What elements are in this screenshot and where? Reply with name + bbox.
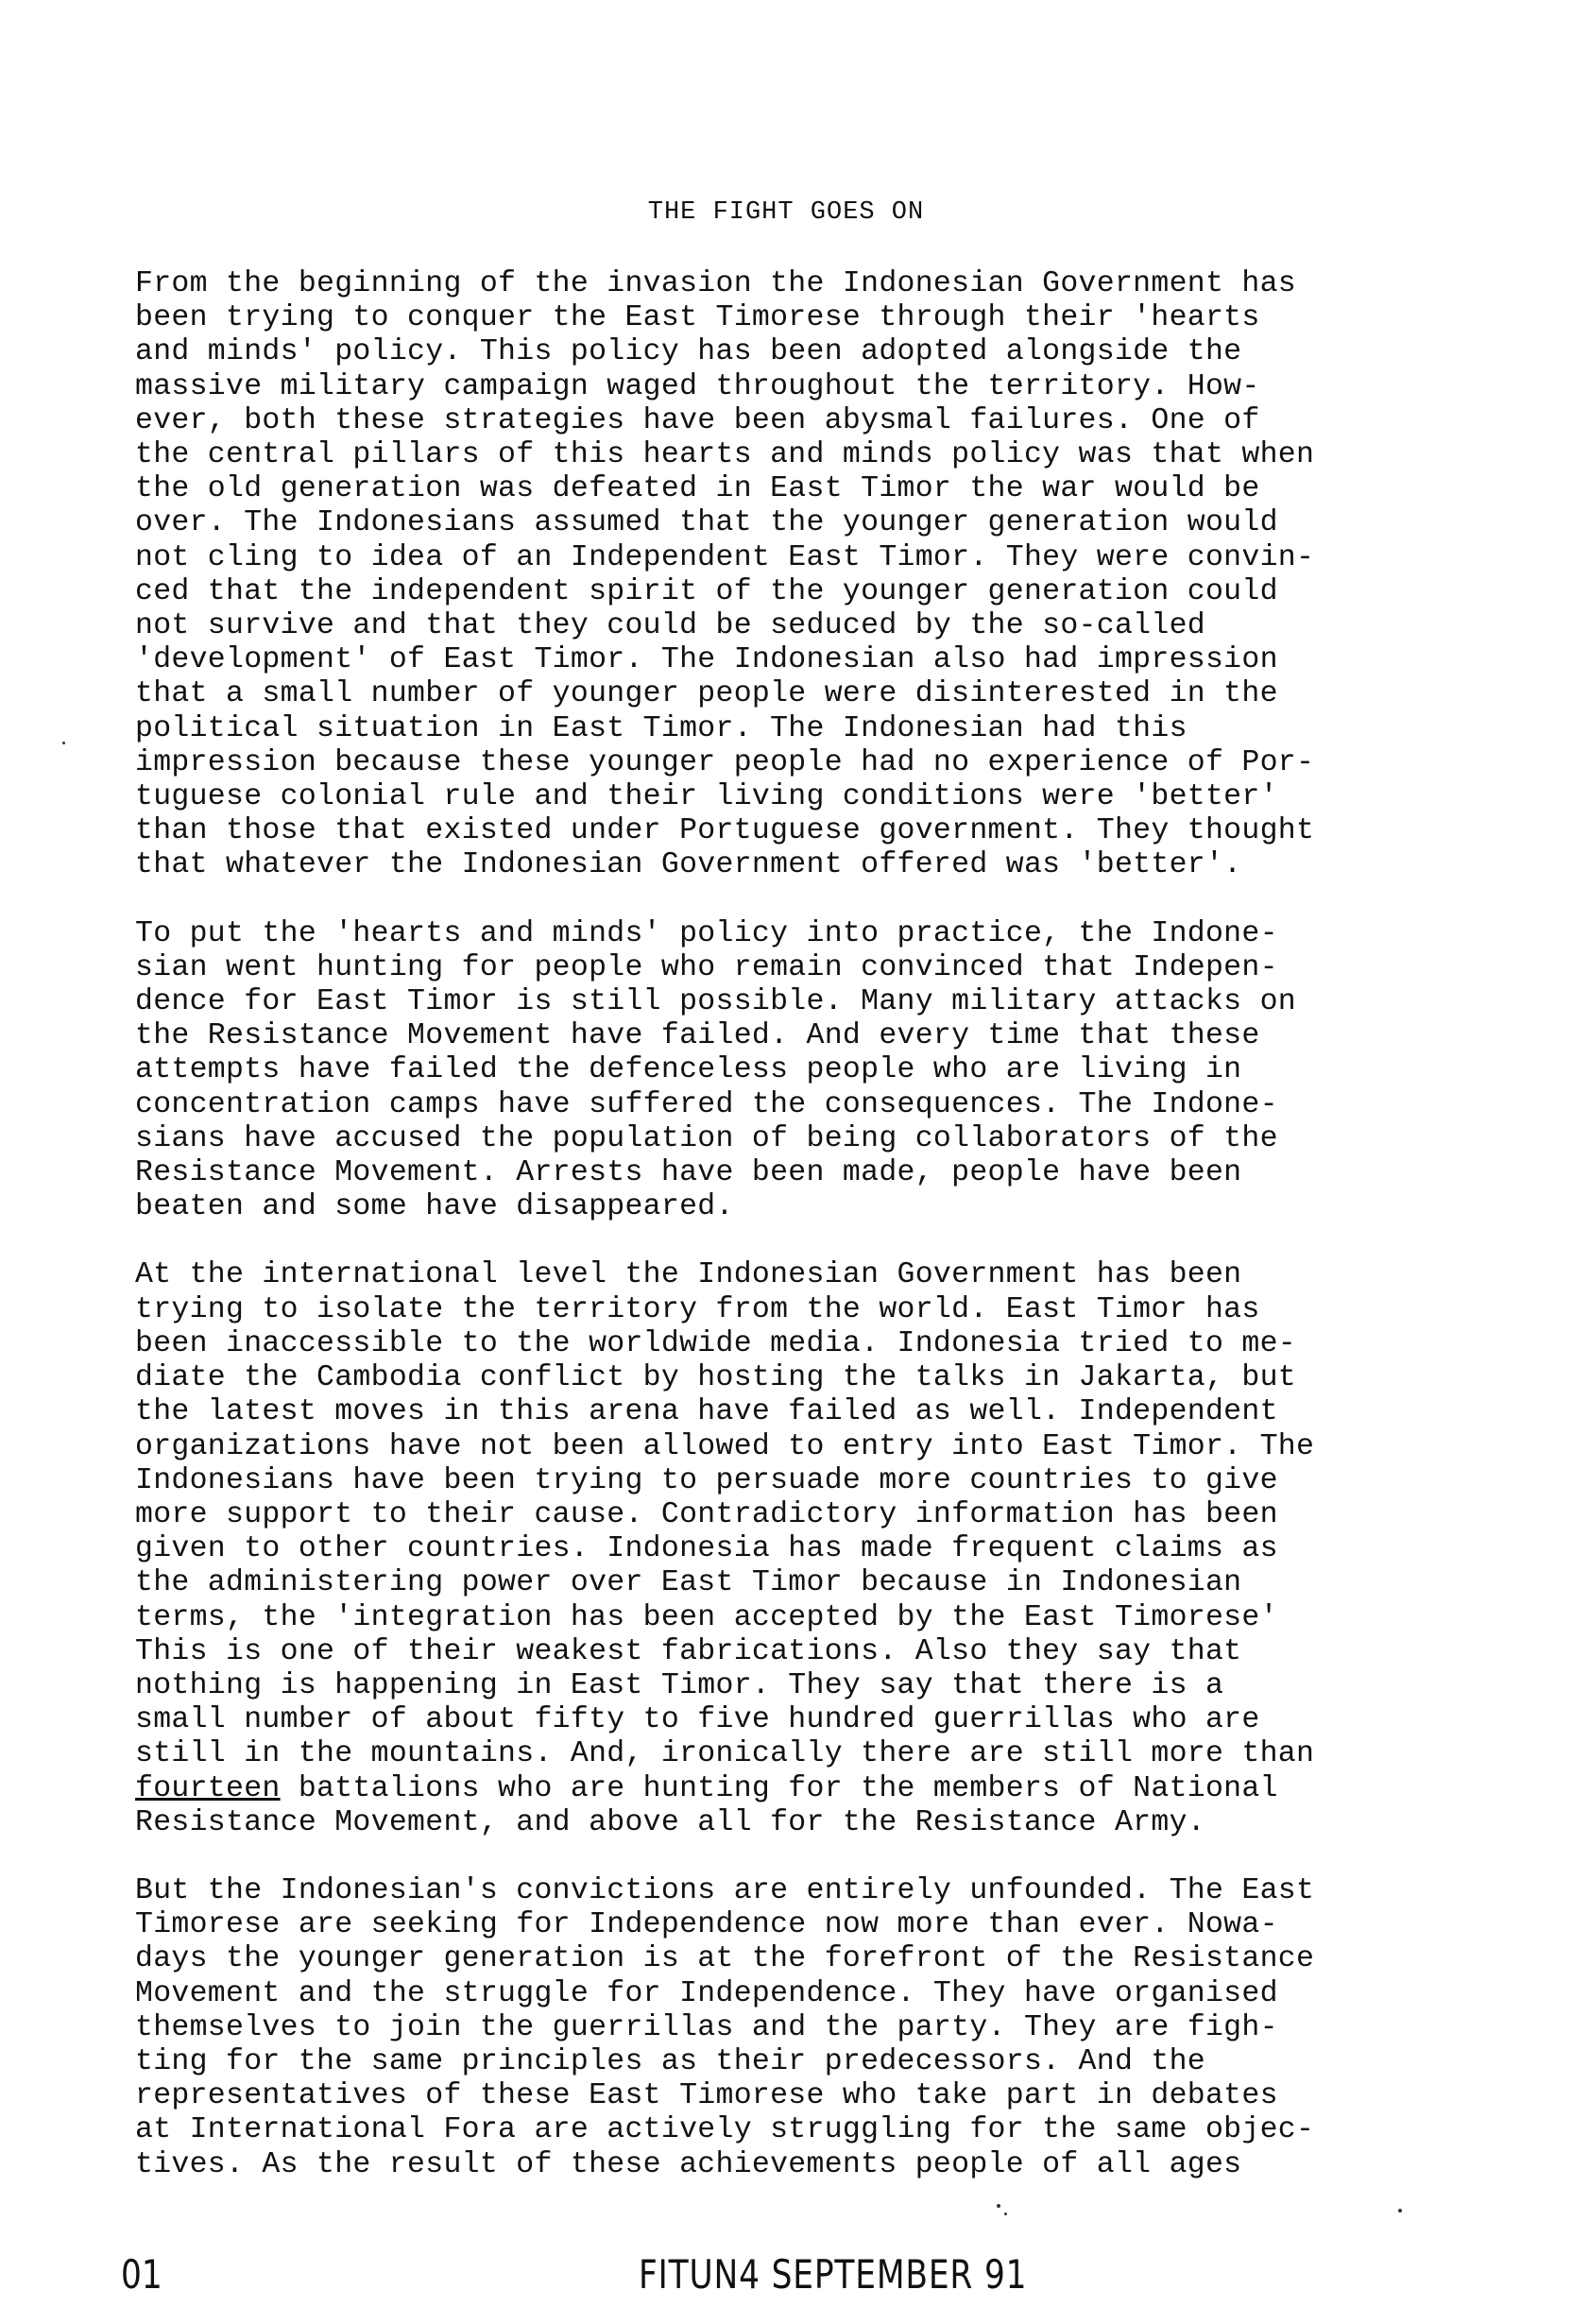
scan-speck <box>1004 2213 1007 2215</box>
text-line: days the younger generation is at the forefront of the Resistance <box>135 1942 1315 1976</box>
text-line: the Resistance Movement have failed. And every time that these <box>135 1019 1260 1053</box>
paragraph-4 <box>135 1874 1420 2182</box>
text-line: over. The Indonesians assumed that the younger generation would <box>135 506 1278 540</box>
article-body <box>135 267 1420 2216</box>
text-line: ever, both these strategies have been abysmal failures. One of <box>135 403 1260 437</box>
text-line: sians have accused the population of being collaborators of the <box>135 1121 1278 1155</box>
text-line: the old generation was defeated in East Timor the war would be <box>135 472 1260 506</box>
text-line: not survive and that they could be seduced by the so-called <box>135 609 1205 643</box>
text-line: than those that existed under Portuguese government. They thought <box>135 814 1315 848</box>
text-line: more support to their cause. Contradictory information has been <box>135 1497 1278 1531</box>
text-line: small number of about fifty to five hundred guerrillas who are <box>135 1703 1260 1737</box>
text-line: dence for East Timor is still possible. Many military attacks on <box>135 985 1296 1019</box>
page-number: 01 <box>121 2251 162 2298</box>
scan-speck <box>62 742 65 744</box>
text-line: Resistance Movement. Arrests have been made, people have been <box>135 1156 1242 1190</box>
text-line: attempts have failed the defenceless people who are living in <box>135 1053 1242 1087</box>
text-line: the latest moves in this arena have failed as well. Independent <box>135 1395 1278 1429</box>
text-line: At the international level the Indonesian Government has been <box>135 1258 1242 1292</box>
scan-speck <box>997 2204 1000 2208</box>
text-line: sian went hunting for people who remain convinced that Indepen- <box>135 950 1278 984</box>
text-line: This is one of their weakest fabrications. Also they say that <box>135 1634 1242 1668</box>
text-line: But the Indonesian's convictions are entirely unfounded. The East <box>135 1873 1315 1907</box>
text-line: Movement and the struggle for Independence. They have organised <box>135 1976 1278 2010</box>
text-line: been inaccessible to the worldwide media. Indonesia tried to me- <box>135 1326 1296 1360</box>
text-line: nothing is happening in East Timor. They say that there is a <box>135 1668 1224 1702</box>
text-line: political situation in East Timor. The Indonesian had this <box>135 711 1188 745</box>
underlined-word: fourteen <box>135 1771 281 1805</box>
text-line: ting for the same principles as their predecessors. And the <box>135 2044 1205 2078</box>
text-line: 'development' of East Timor. The Indonesian also had impression <box>135 643 1278 677</box>
paragraph-2 <box>135 917 1420 1225</box>
text-line: themselves to join the guerrillas and the party. They are figh- <box>135 2010 1278 2044</box>
text-line: representatives of these East Timorese who take part in debates <box>135 2079 1278 2113</box>
text-line: tuguese colonial rule and their living conditions were 'better' <box>135 780 1278 814</box>
text-line: that whatever the Indonesian Government offered was 'better'. <box>135 848 1242 882</box>
paragraph-3 <box>135 1258 1420 1839</box>
paragraph-1 <box>135 267 1420 883</box>
text-line: impression because these younger people had no experience of Por- <box>135 745 1315 779</box>
text-line: still in the mountains. And, ironically there are still more than <box>135 1737 1315 1771</box>
text-line: trying to isolate the territory from the world. East Timor has <box>135 1292 1260 1326</box>
text-line: Indonesians have been trying to persuade more countries to give <box>135 1463 1278 1497</box>
text-line: concentration camps have suffered the consequences. The Indone- <box>135 1087 1278 1121</box>
text-line: Resistance Movement, and above all for the Resistance Army. <box>135 1805 1205 1839</box>
text-line: beaten and some have disappeared. <box>135 1190 734 1224</box>
text-line: given to other countries. Indonesia has made frequent claims as <box>135 1532 1278 1566</box>
text-line: tives. As the result of these achievements people of all ages <box>135 2147 1242 2181</box>
scan-speck <box>1398 2209 1402 2213</box>
text-line: not cling to idea of an Independent East Timor. They were convin- <box>135 540 1315 574</box>
text-line: ced that the independent spirit of the younger generation could <box>135 574 1278 608</box>
text-line: been trying to conquer the East Timorese through their 'hearts <box>135 301 1260 335</box>
text-line: Timorese are seeking for Independence now more than ever. Nowa- <box>135 1908 1278 1942</box>
text-line: From the beginning of the invasion the Indonesian Government has <box>135 267 1296 300</box>
publication-footer: FITUN4 SEPTEMBER 91 <box>639 2251 1028 2298</box>
text-line: To put the 'hearts and minds' policy into practice, the Indone- <box>135 916 1278 950</box>
line-rest: battalions who are hunting for the members of National <box>280 1771 1278 1805</box>
text-line <box>135 1772 1420 1806</box>
text-line: that a small number of younger people were disinterested in the <box>135 677 1278 711</box>
text-line: the central pillars of this hearts and minds policy was that when <box>135 438 1315 472</box>
text-line: at International Fora are actively struggling for the same objec- <box>135 2113 1315 2147</box>
text-line: organizations have not been allowed to entry into East Timor. The <box>135 1429 1315 1463</box>
text-line: and minds' policy. This policy has been adopted alongside the <box>135 335 1242 369</box>
text-line: massive military campaign waged throughout the territory. How- <box>135 369 1260 403</box>
page-title: THE FIGHT GOES ON <box>647 198 925 227</box>
text-line: terms, the 'integration has been accepted by the East Timorese' <box>135 1600 1278 1634</box>
text-line: the administering power over East Timor because in Indonesian <box>135 1566 1242 1600</box>
text-line: diate the Cambodia conflict by hosting the talks in Jakarta, but <box>135 1361 1296 1395</box>
